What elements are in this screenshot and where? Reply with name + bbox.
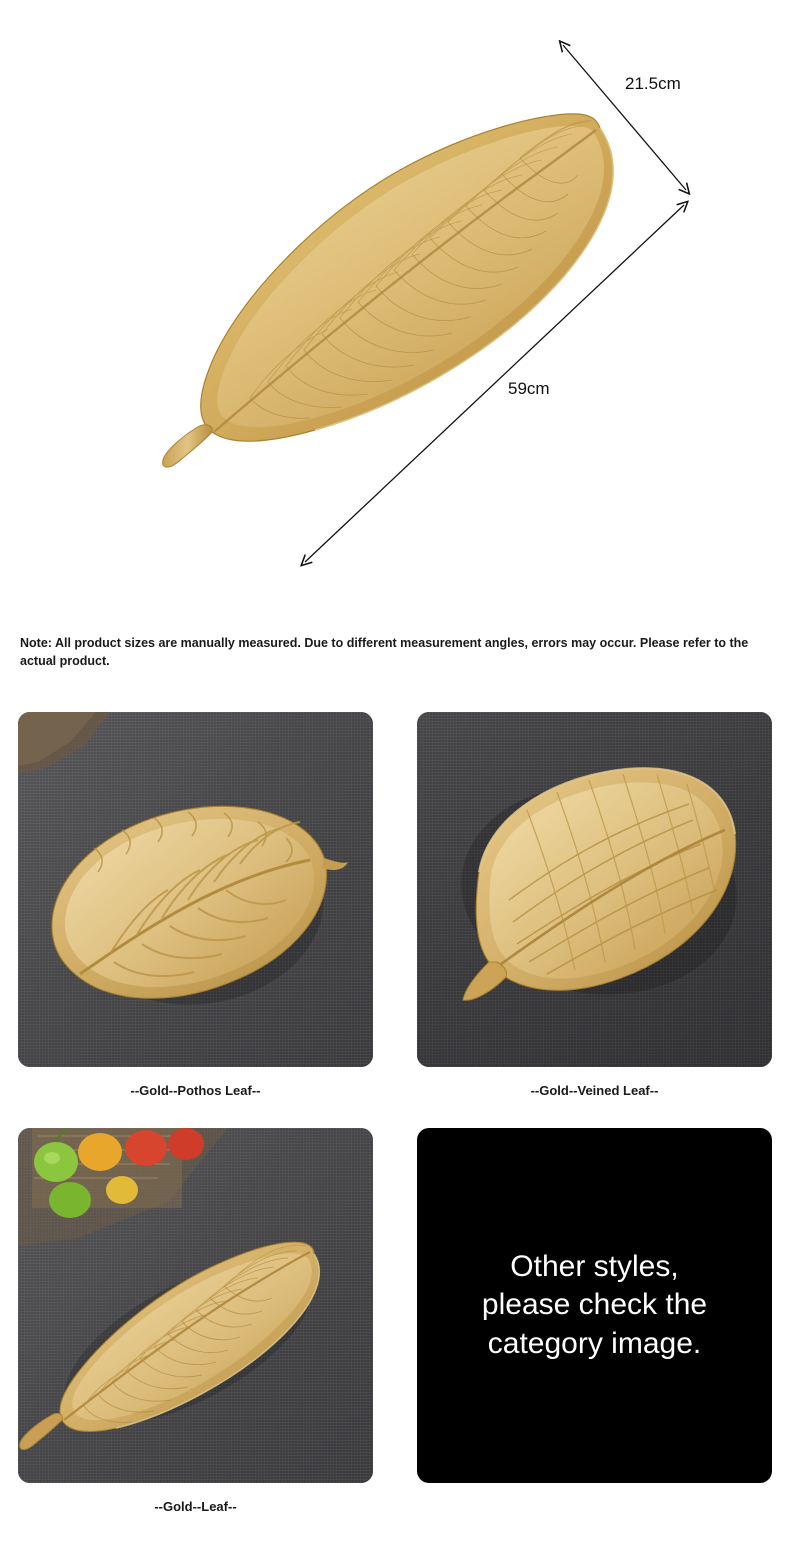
promo-line-1: Other styles, (510, 1249, 679, 1283)
promo-line-3: category image. (487, 1326, 702, 1360)
product-dimension-diagram (0, 0, 790, 610)
measurement-note: Note: All product sizes are manually measured. Due to different measurement angles, errors may occur. Please refer to the actual product. (0, 626, 790, 680)
gallery-caption: --Gold--Pothos Leaf-- (130, 1083, 261, 1098)
veined-leaf-illustration (417, 712, 772, 1067)
gallery-caption: --Gold--Veined Leaf-- (530, 1083, 659, 1098)
length-dimension-label: 59cm (508, 379, 550, 398)
product-gallery (0, 712, 790, 1514)
pothos-leaf-illustration (18, 712, 373, 1067)
gallery-item-pothos (18, 712, 373, 1098)
promo-line-2: please check the (481, 1288, 708, 1322)
gold-veined-leaf-tray-photo[interactable] (417, 712, 772, 1067)
gallery-item-leaf (18, 1128, 373, 1514)
other-styles-promo-tile[interactable] (417, 1128, 772, 1483)
fruit-basket (18, 1128, 228, 1246)
promo-text (464, 1248, 725, 1363)
long-leaf-illustration (18, 1128, 373, 1483)
gallery-item-veined (417, 712, 772, 1098)
width-dimension-label: 21.5cm (625, 74, 681, 93)
leaf-tray-illustration (163, 114, 614, 467)
gold-leaf-tray-with-fruit-photo[interactable] (18, 1128, 373, 1483)
gold-pothos-leaf-tray-photo[interactable] (18, 712, 373, 1067)
gallery-item-promo (417, 1128, 772, 1514)
gallery-caption: --Gold--Leaf-- (154, 1499, 237, 1514)
